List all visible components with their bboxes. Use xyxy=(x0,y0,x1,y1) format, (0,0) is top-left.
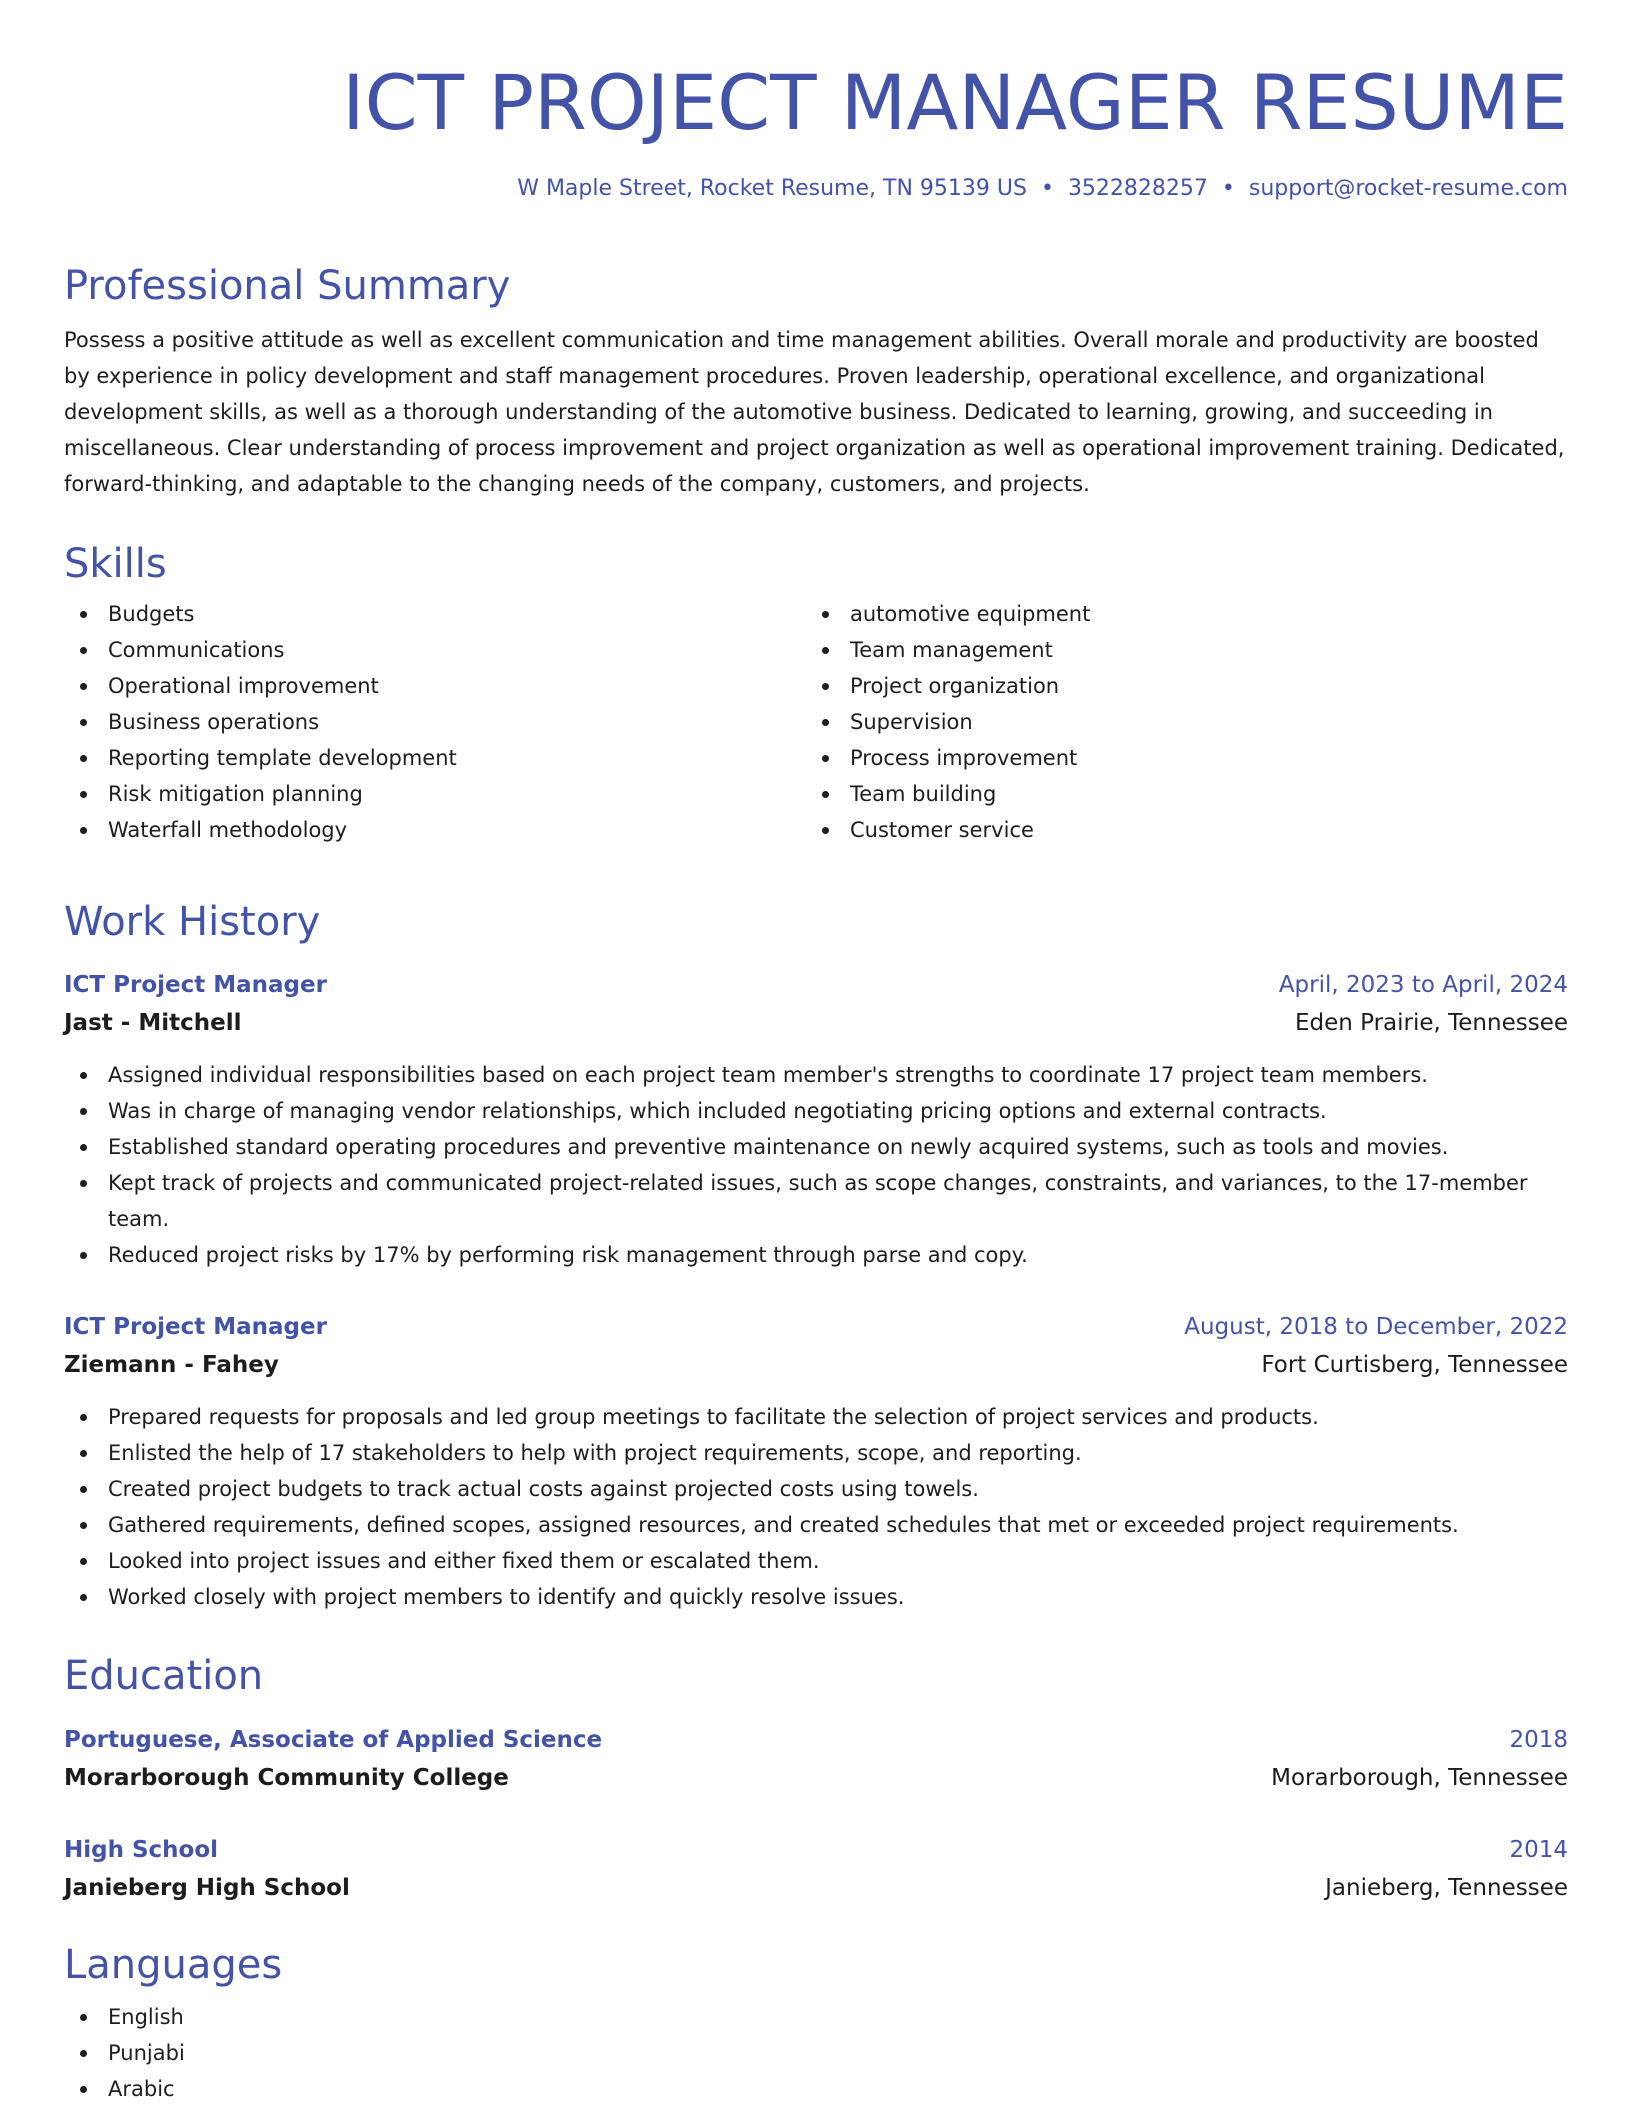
skills-section xyxy=(64,538,1568,848)
job-bullet: Looked into project issues and either fixed them or escalated them. xyxy=(64,1543,1568,1579)
summary-section xyxy=(64,260,1568,502)
job-location: Fort Curtisberg, Tennessee xyxy=(1261,1352,1568,1378)
education-location: Morarborough, Tennessee xyxy=(1271,1765,1568,1791)
skills-left-list xyxy=(64,596,806,848)
contact-phone[interactable]: 3522828257 xyxy=(1067,176,1208,201)
contact-line xyxy=(64,174,1568,204)
skills-columns xyxy=(64,596,1568,848)
education-year: 2018 xyxy=(1509,1727,1568,1753)
language-item: English xyxy=(64,1999,1568,2035)
job-bullet: Kept track of projects and communicated project-related issues, such as scope changes, constraints, and variances, to the 17-member team. xyxy=(64,1165,1568,1237)
skill-item: Risk mitigation planning xyxy=(64,776,806,812)
skill-item: Communications xyxy=(64,632,806,668)
education-entry xyxy=(64,1832,1568,1908)
education-heading: Education xyxy=(64,1653,264,1699)
skill-item: Team management xyxy=(806,632,1548,668)
job-bullets xyxy=(64,1057,1568,1273)
job-dates: August, 2018 to December, 2022 xyxy=(1184,1314,1568,1340)
summary-heading: Professional Summary xyxy=(64,263,511,309)
languages-section xyxy=(64,1939,1568,2107)
education-degree: Portuguese, Associate of Applied Science xyxy=(64,1727,603,1753)
job-bullets xyxy=(64,1399,1568,1615)
job-header-row xyxy=(64,967,1568,1003)
job-bullet: Was in charge of managing vendor relationships, which included negotiating pricing options and external contracts. xyxy=(64,1093,1568,1129)
education-header-row xyxy=(64,1722,1568,1758)
education-location: Janieberg, Tennessee xyxy=(1325,1875,1568,1901)
job-company-row xyxy=(64,1003,1568,1043)
language-item: Arabic xyxy=(64,2071,1568,2107)
contact-separator: • xyxy=(1221,176,1235,201)
job-entry xyxy=(64,967,1568,1273)
education-school-row xyxy=(64,1868,1568,1908)
work-history-heading: Work History xyxy=(64,899,321,945)
skill-item: Team building xyxy=(806,776,1548,812)
job-dates: April, 2023 to April, 2024 xyxy=(1278,972,1568,998)
languages-list xyxy=(64,1999,1568,2107)
skill-item: Customer service xyxy=(806,812,1548,848)
skill-item: Process improvement xyxy=(806,740,1548,776)
job-bullet: Prepared requests for proposals and led group meetings to facilitate the selection of project services and products. xyxy=(64,1399,1568,1435)
job-bullet: Worked closely with project members to identify and quickly resolve issues. xyxy=(64,1579,1568,1615)
skill-item: Supervision xyxy=(806,704,1548,740)
education-school-row xyxy=(64,1758,1568,1798)
job-title: ICT Project Manager xyxy=(64,972,327,998)
education-school: Morarborough Community College xyxy=(64,1765,509,1791)
skill-item: Project organization xyxy=(806,668,1548,704)
languages-heading: Languages xyxy=(64,1942,283,1988)
education-school: Janieberg High School xyxy=(64,1875,350,1901)
resume-page xyxy=(64,0,1568,2101)
job-bullet: Assigned individual responsibilities based on each project team member's strengths to coordinate 17 project team members. xyxy=(64,1057,1568,1093)
work-history-section xyxy=(64,896,1568,948)
skill-item: Operational improvement xyxy=(64,668,806,704)
skill-item: Budgets xyxy=(64,596,806,632)
job-location: Eden Prairie, Tennessee xyxy=(1294,1010,1568,1036)
education-entry xyxy=(64,1722,1568,1798)
contact-address: W Maple Street, Rocket Resume, TN 95139 US xyxy=(517,176,1027,201)
job-title: ICT Project Manager xyxy=(64,1314,327,1340)
education-header-row xyxy=(64,1832,1568,1868)
job-header-row xyxy=(64,1309,1568,1345)
job-bullet: Enlisted the help of 17 stakeholders to help with project requirements, scope, and reporting. xyxy=(64,1435,1568,1471)
resume-title: ICT PROJECT MANAGER RESUME xyxy=(342,58,1568,147)
education-year: 2014 xyxy=(1509,1837,1568,1863)
job-bullet: Reduced project risks by 17% by performing risk management through parse and copy. xyxy=(64,1237,1568,1273)
skill-item: Waterfall methodology xyxy=(64,812,806,848)
job-company: Ziemann - Fahey xyxy=(64,1352,279,1378)
skill-item: automotive equipment xyxy=(806,596,1548,632)
skill-item: Business operations xyxy=(64,704,806,740)
job-company: Jast - Mitchell xyxy=(64,1010,242,1036)
contact-email[interactable]: support@rocket-resume.com xyxy=(1248,176,1568,201)
education-degree: High School xyxy=(64,1837,219,1863)
language-item: Punjabi xyxy=(64,2035,1568,2071)
summary-text: Possess a positive attitude as well as excellent communication and time management abilities. Overall morale and productivity are boosted by experience in policy development and staff management procedures. Proven leadership, operational excellence, and organizational development skills, as well as a thorough understanding of the automotive business. Dedicated to learning, growing, and succeeding in miscellaneous. Clear understanding of process improvement and project organization as well as operational improvement training. Dedicated, forward-thinking, and adaptable to the changing needs of the company, customers, and projects. xyxy=(64,328,1565,496)
education-section xyxy=(64,1650,1568,1702)
job-entry xyxy=(64,1309,1568,1615)
job-company-row xyxy=(64,1345,1568,1385)
skills-right-list xyxy=(806,596,1548,848)
job-bullet: Created project budgets to track actual costs against projected costs using towels. xyxy=(64,1471,1568,1507)
contact-separator: • xyxy=(1040,176,1054,201)
job-bullet: Gathered requirements, defined scopes, assigned resources, and created schedules that met or exceeded project requirements. xyxy=(64,1507,1568,1543)
job-bullet: Established standard operating procedures and preventive maintenance on newly acquired systems, such as tools and movies. xyxy=(64,1129,1568,1165)
skill-item: Reporting template development xyxy=(64,740,806,776)
skills-heading: Skills xyxy=(64,541,167,587)
